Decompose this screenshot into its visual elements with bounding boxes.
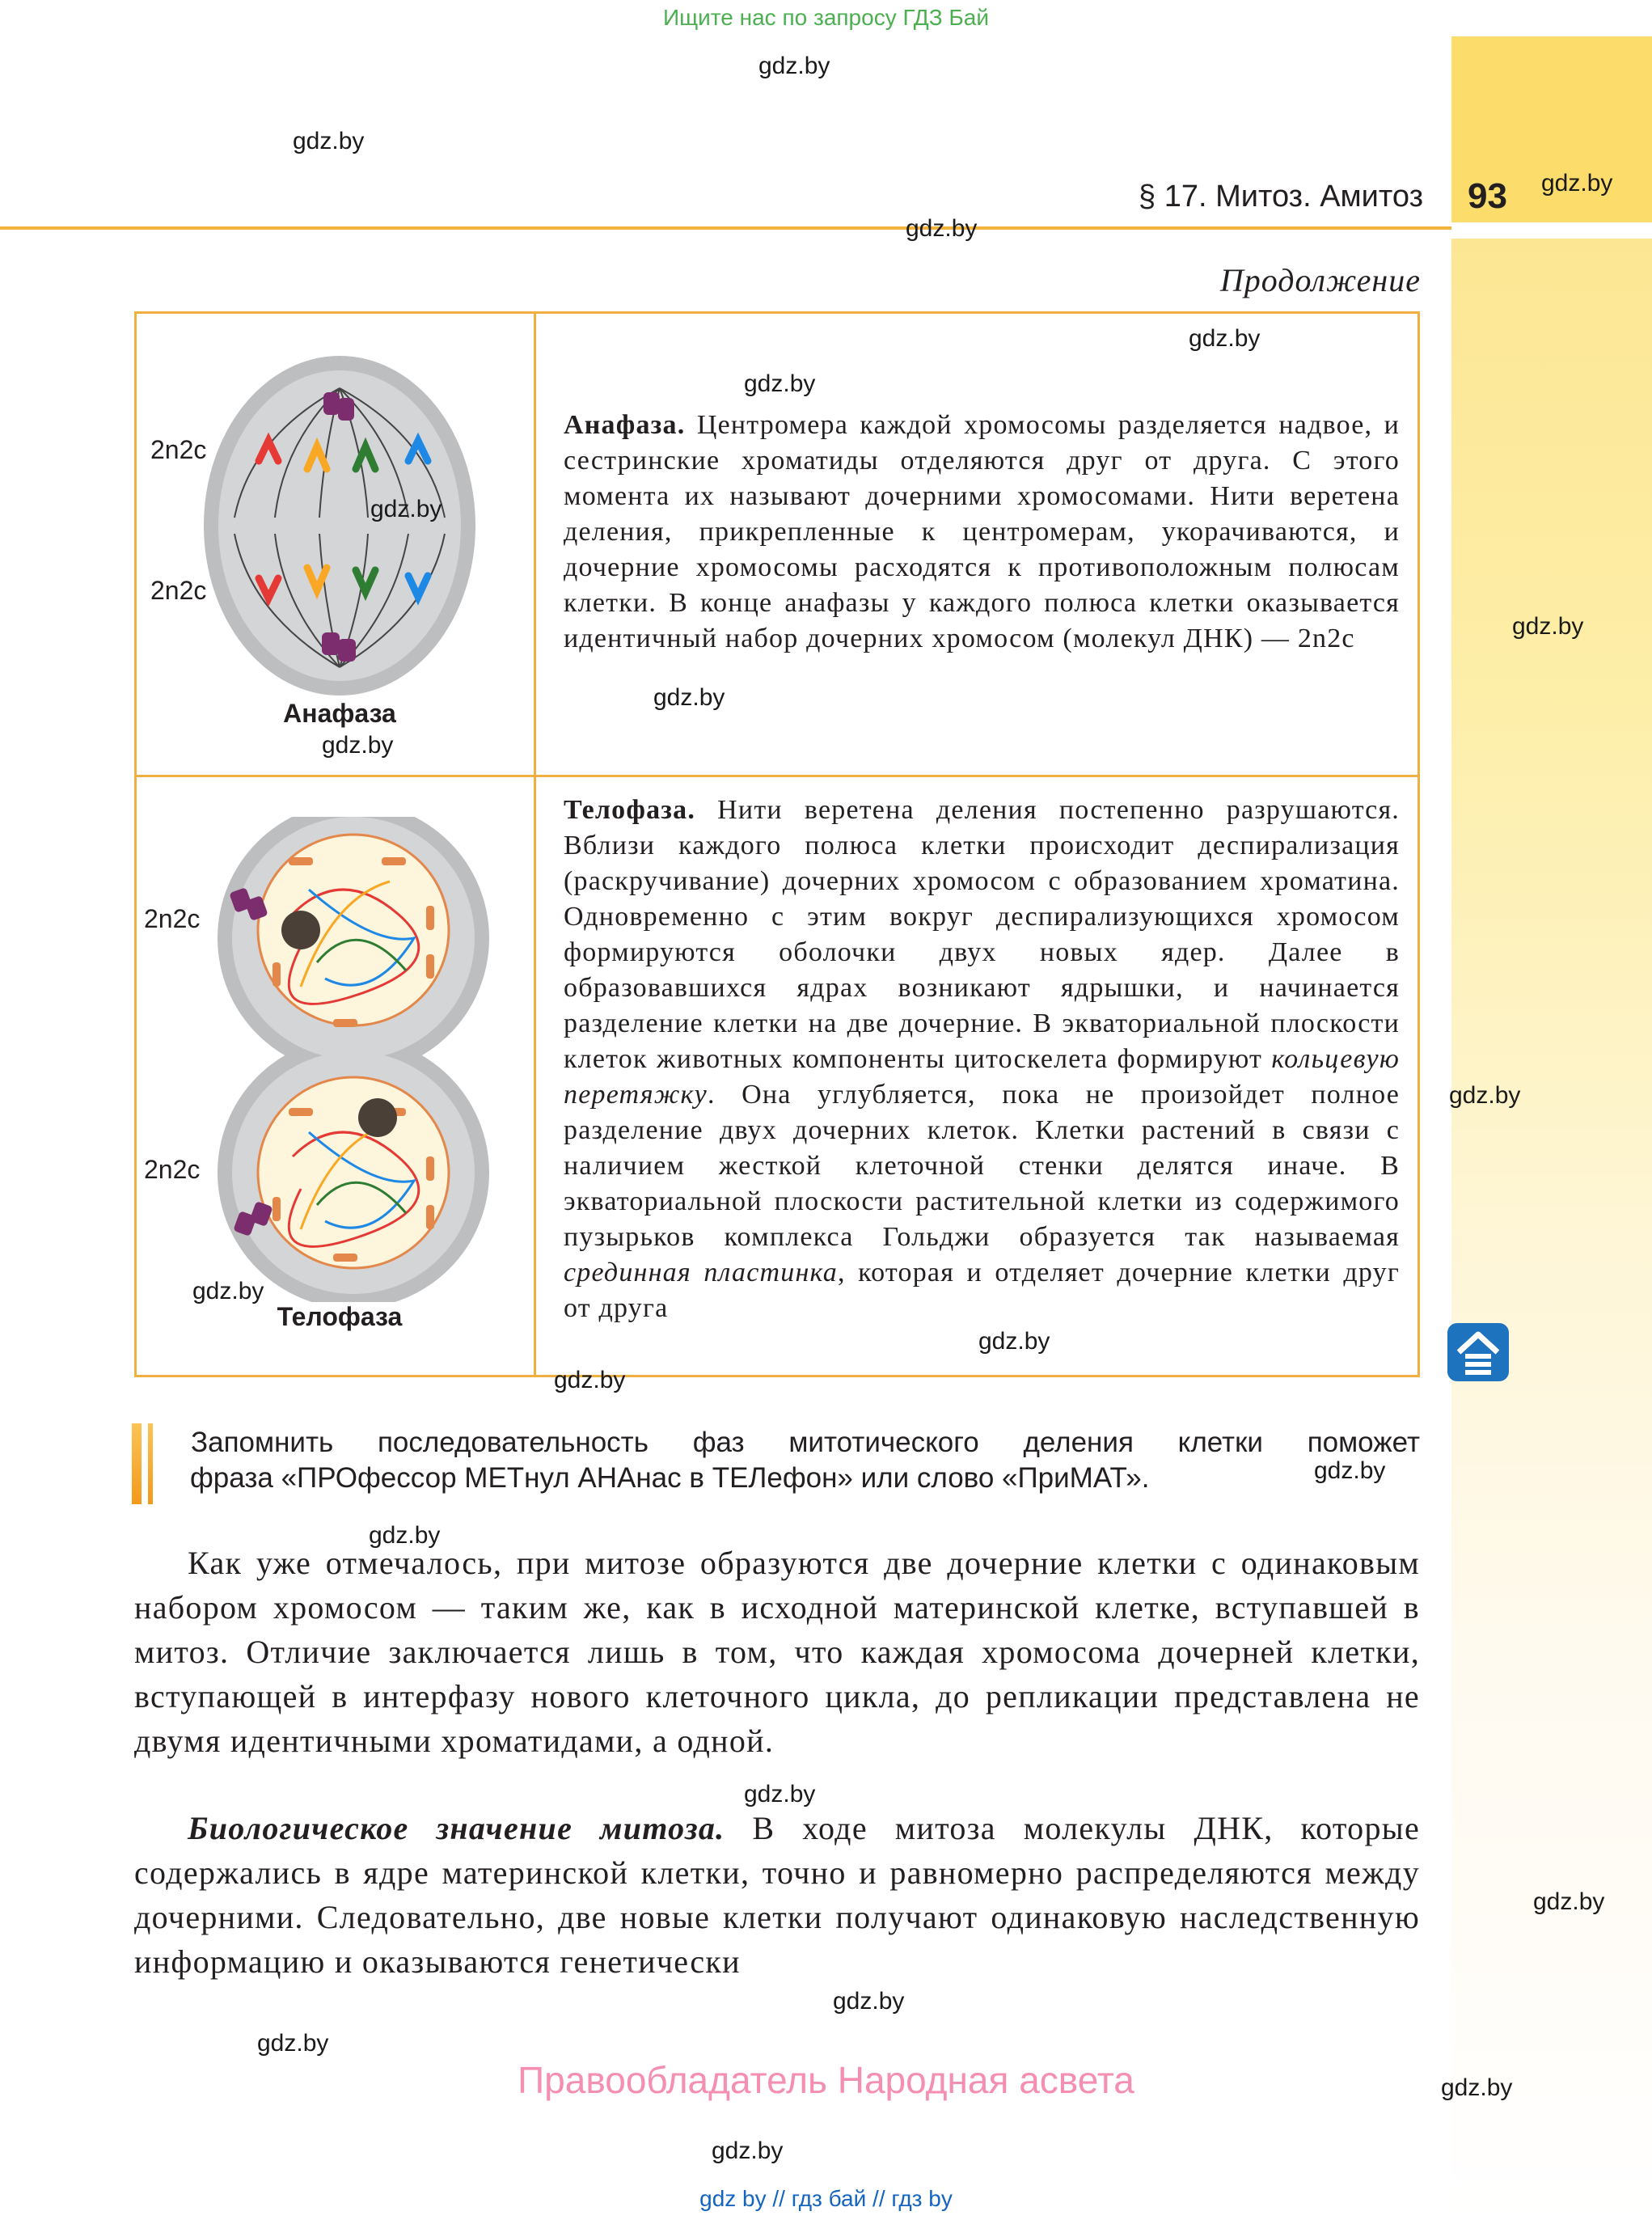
- nucleolus-bottom: [358, 1098, 397, 1137]
- anaphase-illustration: [202, 356, 477, 704]
- memo-marker-bar: [132, 1423, 142, 1504]
- watermark: gdz.by: [653, 684, 725, 711]
- watermark: gdz.by: [1449, 1082, 1521, 1109]
- watermark: gdz.by: [1441, 2074, 1513, 2101]
- telophase-term: Телофаза.: [564, 795, 696, 825]
- body-paragraph-2-term: Биологическое значение митоза.: [188, 1810, 725, 1846]
- memo-text: [191, 1425, 1420, 1496]
- watermark: gdz.by: [1314, 1457, 1386, 1484]
- home-icon: [1447, 1323, 1509, 1381]
- table-row-divider: [134, 775, 1420, 777]
- page-number: 93: [1468, 176, 1507, 216]
- watermark: gdz.by: [833, 1988, 905, 2015]
- section-title: § 17. Митоз. Амитоз: [1139, 180, 1423, 214]
- anaphase-ploidy-top: 2n2c: [150, 435, 207, 464]
- watermark: gdz.by: [1189, 325, 1261, 352]
- watermark: gdz.by: [293, 128, 365, 154]
- telophase-text-1: Нити веретена деления постепенно разрушаются. Вблизи каждого полюса клетки происходит деспирализация (раскручивание) дочерних хромосом с образованием хроматина. Одновременно с этим вокруг деспирализующихся хромосом формируются оболочки двух новых ядер. Далее в образовавшихся ядрах возникают ядрышки, и начинается разделение клетки на две дочерние. В экваториальной плоскости клеток животных компоненты цитоскелета формируют: [564, 795, 1400, 1074]
- header-rule-gap: [1451, 222, 1652, 239]
- memo-line-1: Запомнить последовательность фаз митотического деления клетки поможет: [191, 1427, 1420, 1458]
- anaphase-ploidy-bottom: 2n2c: [150, 576, 207, 605]
- memo-marker-bar-thin: [148, 1423, 153, 1504]
- watermark: gdz.by: [370, 496, 442, 522]
- anaphase-description: [564, 408, 1400, 657]
- header-rule: [0, 226, 1652, 230]
- anaphase-text: Центромера каждой хромосомы разделяется надвое, и сестринские хроматиды отделяются друг от друга. С этого момента их называют дочерними хромосомами. Нити веретена деления, прикрепленные к центромерам, укорачиваются, и дочерние хромосомы расходятся к противоположным полюсам клетки. В конце анафазы у каждого полюса клетки оказывается идентичный набор дочерних хромосом (молекул ДНК) — 2n2c: [564, 410, 1400, 653]
- watermark: gdz.by: [744, 1781, 816, 1808]
- watermark: gdz.by: [906, 215, 978, 242]
- telophase-caption: Телофаза: [277, 1302, 403, 1331]
- watermark: gdz.by: [554, 1367, 626, 1393]
- home-button[interactable]: [1447, 1323, 1509, 1381]
- watermark: gdz.by: [322, 732, 394, 759]
- telophase-illustration: [212, 817, 495, 1302]
- watermark: gdz.by: [712, 2137, 784, 2164]
- watermark: gdz.by: [744, 370, 816, 397]
- watermark: gdz.by: [1541, 170, 1613, 197]
- telophase-text-2: . Она углубляется, пока не произойдет полное разделение двух дочерних клеток. Клетки растений в связи с наличием жесткой клеточной стенки делятся иначе. В экваториальной плоскости растительной клетки из содержимого пузырьков комплекса Гольджи образуется так называемая: [564, 1080, 1400, 1252]
- watermark: gdz.by: [1512, 613, 1584, 640]
- memo-line-2: фраза «ПРОфессор МЕТнул АНАнас в ТЕЛефон» или слово «ПриМАТ».: [190, 1462, 1150, 1494]
- body-paragraph-2-text: В ходе митоза молекулы ДНК, которые содержались в ядре материнской клетки, точно и равномерно распределяются между дочерними. Следовательно, две новые клетки получают одинаковую наследственную информацию и оказываются генетически: [134, 1810, 1420, 1980]
- watermark: gdz.by: [978, 1328, 1050, 1355]
- watermark: gdz.by: [369, 1522, 441, 1549]
- body-paragraph-1: Как уже отмечалось, при митозе образуются две дочерние клетки с одинаковым набором хромосом — таким же, как в исходной материнской клетке, вступавшей в митоз. Отличие заключается лишь в том, что каждая хромосома дочерней клетки, вступающей в интерфазу нового клеточного цикла, до репликации представлена не двумя идентичными хроматидами, а одной.: [134, 1545, 1420, 1759]
- watermark: gdz.by: [758, 53, 830, 79]
- top-banner[interactable]: Ищите нас по запросу ГДЗ Бай: [662, 5, 990, 30]
- anaphase-term: Анафаза.: [564, 410, 686, 440]
- bottom-links[interactable]: gdz by // гдз бай // гдз by: [699, 2186, 953, 2211]
- copyright-notice: Правообладатель Народная асвета: [518, 2059, 1134, 2101]
- telophase-description: [564, 793, 1400, 1326]
- nucleolus-top: [281, 911, 320, 949]
- continuation-label: Продолжение: [1219, 262, 1421, 298]
- telophase-italic-ring: кольцевую перетяжку: [564, 1044, 1400, 1110]
- watermark: gdz.by: [1533, 1888, 1605, 1915]
- body-paragraph-2: [134, 1806, 1420, 1984]
- telophase-ploidy-top: 2n2c: [144, 904, 201, 933]
- telophase-text-3: , которая и отделяет дочерние клетки друг от друга: [564, 1258, 1400, 1323]
- telophase-ploidy-bottom: 2n2c: [144, 1155, 201, 1184]
- watermark: gdz.by: [257, 2030, 329, 2057]
- watermark: gdz.by: [192, 1278, 264, 1304]
- table-column-divider: [534, 311, 536, 1377]
- anaphase-caption: Анафаза: [283, 699, 396, 728]
- telophase-italic-plate: срединная пластинка: [564, 1258, 838, 1287]
